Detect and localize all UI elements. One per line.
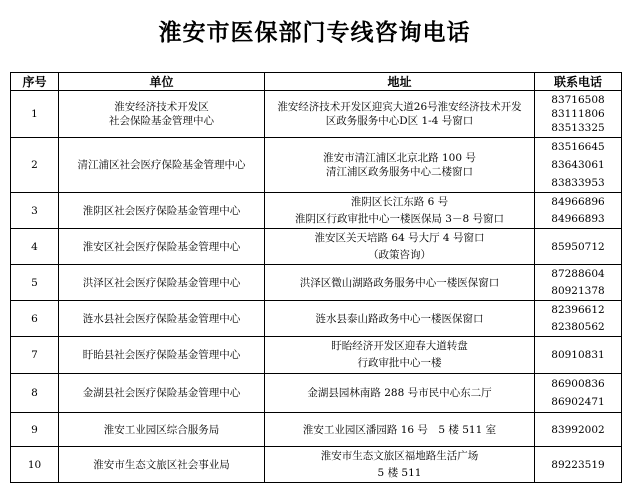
table-row [11,265,622,301]
page-title: 淮安市医保部门专线咨询电话 [158,20,471,46]
phone-cell [535,337,622,374]
phone-number: 80921378 [551,284,605,297]
phone-cell [535,447,622,483]
table-row [11,447,622,483]
table-row [11,91,622,138]
seq-cell: 2 [11,138,59,193]
unit-line: 淮安工业园区综合服务局 [103,423,220,436]
phone-number: 83992002 [551,423,605,436]
phone-number: 87288604 [551,267,605,280]
phone-number: 83516645 [551,141,605,153]
table-row [11,301,622,337]
unit-cell [59,265,265,301]
table-row [11,193,622,229]
seq-cell: 3 [11,193,59,229]
unit-cell [59,374,265,413]
address-line: 淮阴区长江东路 6 号 [350,195,449,208]
phone-number: 86902471 [551,396,605,408]
seq-cell: 7 [11,337,59,374]
unit-cell [59,301,265,337]
unit-line: 淮安经济技术开发区 [114,101,209,113]
phone-cell [535,374,622,413]
phone-cell [535,301,622,337]
seq-cell: 5 [11,265,59,301]
address-line: 淮安市生态文旅区福地路生活广场 [320,449,479,462]
header-unit: 单位 [59,73,265,91]
unit-cell [59,138,265,193]
address-cell [265,447,535,483]
table-header-row [11,73,622,91]
seq-cell: 10 [11,447,59,483]
address-line: 行政审批中心一楼 [357,357,442,369]
unit-cell [59,193,265,229]
phone-number: 89223519 [551,458,605,471]
seq-cell: 8 [11,374,59,413]
phone-number: 83716508 [551,94,605,106]
address-line: 清江浦区政务服务中心二楼窗口 [326,166,473,178]
seq-cell: 6 [11,301,59,337]
address-cell [265,193,535,229]
phone-cell [535,413,622,447]
unit-line: 洪泽区社会医疗保险基金管理中心 [82,276,241,289]
header-seq: 序号 [11,73,59,91]
unit-line: 社会保险基金管理中心 [109,115,214,127]
table-row [11,374,622,413]
table-row [11,229,622,265]
phone-number: 84966896 [551,195,605,208]
table-row [11,413,622,447]
address-line: 涟水县泰山路政务中心一楼医保窗口 [315,312,484,325]
unit-line: 淮安区社会医疗保险基金管理中心 [82,240,241,253]
unit-cell [59,91,265,138]
address-line: 淮阴区行政审批中心一楼医保局 3－8 号窗口 [294,212,505,225]
unit-line: 金湖县社会医疗保险基金管理中心 [82,387,241,399]
address-cell [265,374,535,413]
seq-cell: 1 [11,91,59,138]
address-line: 淮安区关天培路 64 号大厅 4 号窗口 [314,231,485,244]
address-cell [265,229,535,265]
phone-number: 82396612 [551,303,605,316]
phone-number: 82380562 [551,320,605,333]
address-line: 淮安经济技术开发区迎宾大道26号淮安经济技术开发 [277,101,522,113]
unit-cell [59,447,265,483]
phone-number: 83643061 [551,159,605,171]
seq-cell: 4 [11,229,59,265]
phone-cell [535,265,622,301]
address-cell [265,265,535,301]
phone-number: 86900836 [551,378,605,390]
table-row [11,138,622,193]
address-cell [265,91,535,138]
header-address: 地址 [265,73,535,91]
address-line: 淮安市清江浦区北京北路 100 号 [323,152,476,164]
address-cell [265,337,535,374]
phone-cell [535,193,622,229]
address-line: 区政务服务中心D区 1-4 号窗口 [325,115,474,127]
unit-line: 淮阴区社会医疗保险基金管理中心 [82,204,241,217]
address-line: 盱眙经济开发区迎春大道转盘 [331,340,468,352]
address-line: 淮安工业园区潘园路 16 号 5 楼 511 室 [302,423,497,436]
table-row [11,337,622,374]
address-line: 洪泽区微山湖路政务服务中心一楼医保窗口 [299,276,500,289]
phone-cell [535,229,622,265]
address-line: 金湖县园林南路 288 号市民中心东二厅 [307,387,492,399]
address-line: 5 楼 511 [377,466,422,479]
address-cell [265,138,535,193]
unit-line: 涟水县社会医疗保险基金管理中心 [82,312,241,325]
phone-number: 83833953 [551,177,605,189]
phone-number: 85950712 [551,240,605,253]
unit-line: 淮安市生态文旅区社会事业局 [93,458,230,471]
address-cell [265,301,535,337]
seq-cell: 9 [11,413,59,447]
phone-number: 83513325 [551,122,605,134]
unit-line: 盱眙县社会医疗保险基金管理中心 [82,349,241,361]
phone-cell [535,91,622,138]
header-phone: 联系电话 [535,73,622,91]
address-cell [265,413,535,447]
unit-cell [59,337,265,374]
phone-number: 83111806 [551,108,605,120]
phone-cell [535,138,622,193]
unit-line: 清江浦区社会医疗保险基金管理中心 [77,159,246,171]
address-line: （政策咨询） [368,248,431,261]
unit-cell [59,413,265,447]
phone-number: 80910831 [551,349,605,361]
unit-cell [59,229,265,265]
phone-number: 84966893 [551,212,605,225]
contact-table [10,72,622,483]
